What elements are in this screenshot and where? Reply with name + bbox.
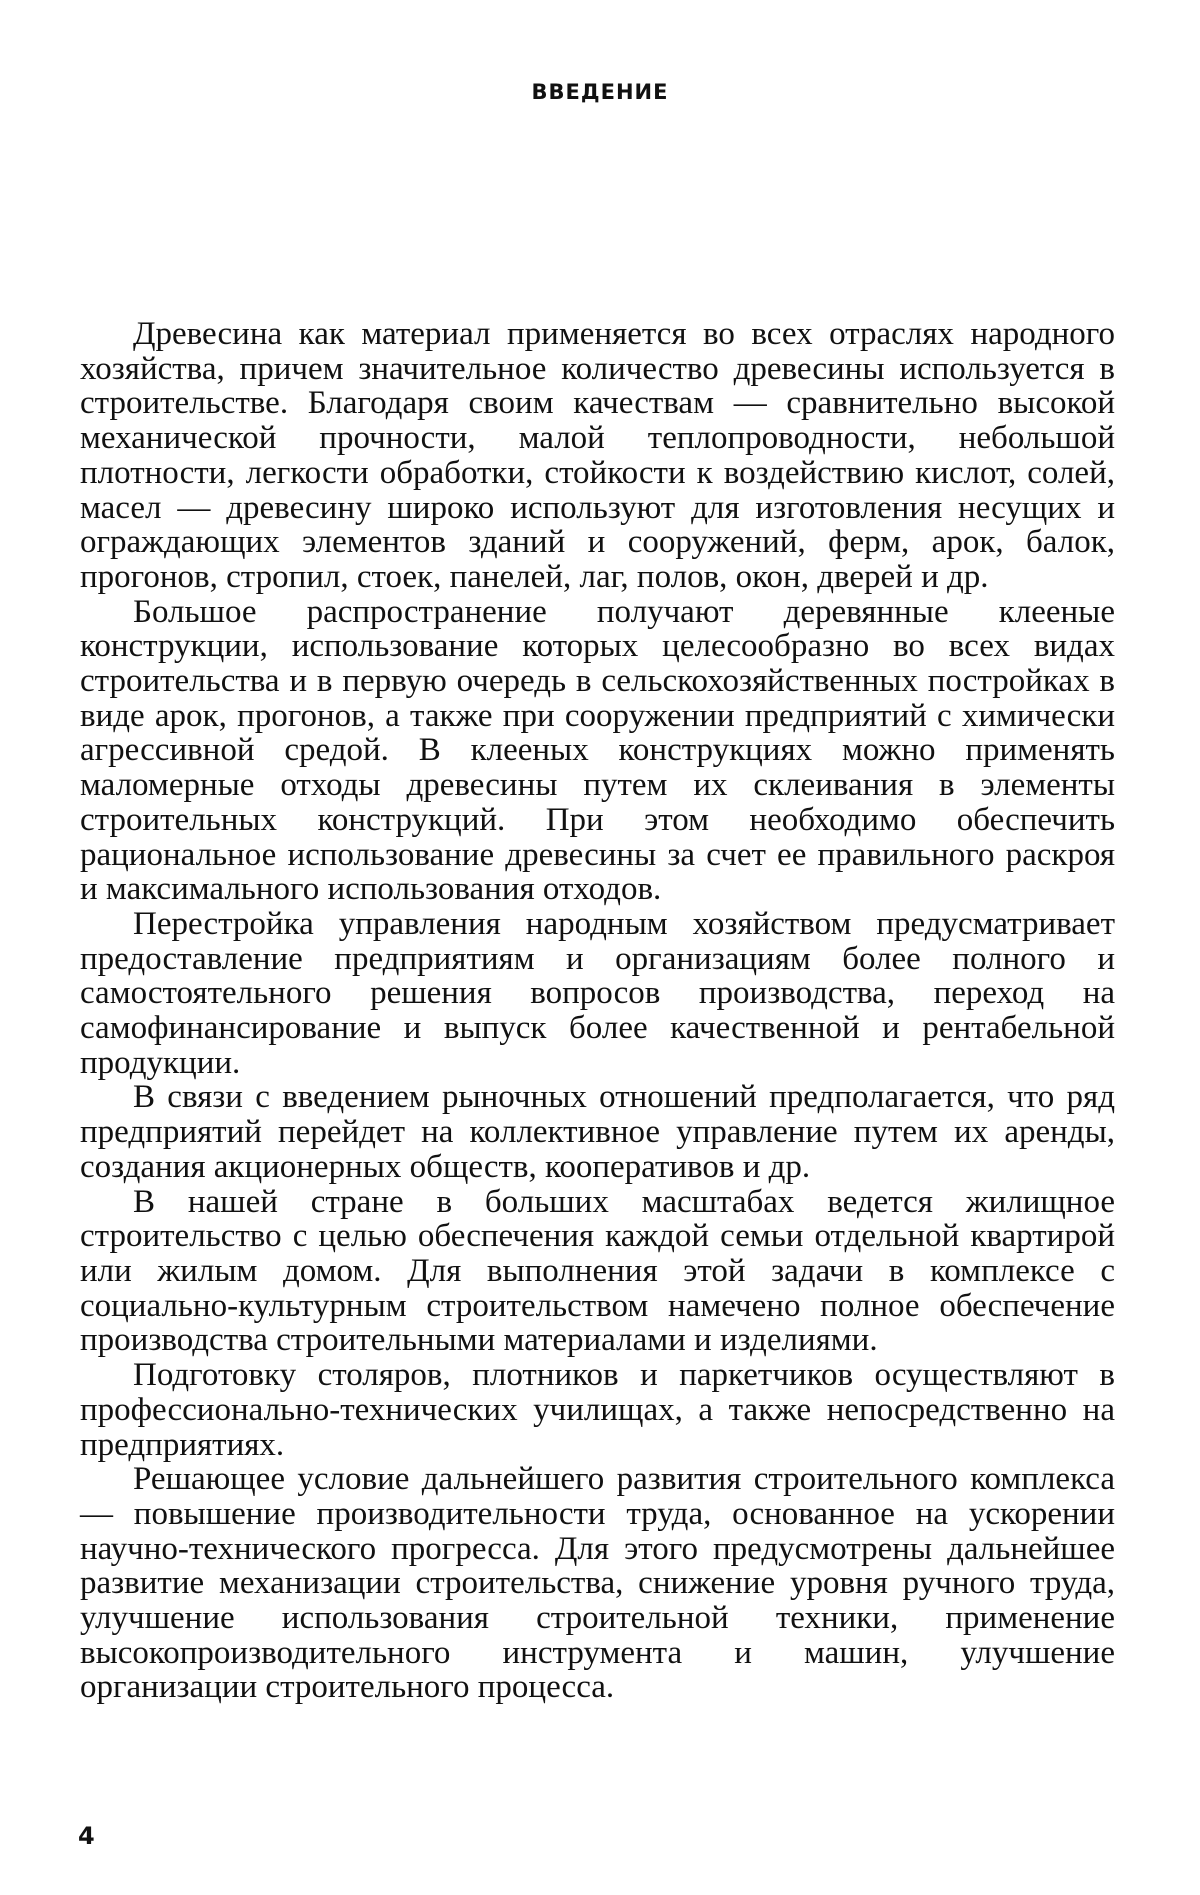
paragraph-1: Древесина как материал применяется во всех отраслях народного хозяйства, причем значительное количество древесины используется в строительстве. Благодаря своим качествам — сравнительно высокой механической прочности, малой теплопроводности, небольшой плотности, легкости обработки, стойкости к воздействию кислот, солей, масел — древесину широко используют для изготовления несущих и ограждающих элементов зданий и сооружений, ферм, арок, балок, прогонов, стропил, стоек, панелей, лаг, полов, окон, дверей и др. — [80, 316, 1115, 595]
paragraph-6: Подготовку столяров, плотников и паркетчиков осуществляют в профессионально-технических училищах, а также непосредственно на предприятиях. — [80, 1357, 1115, 1463]
paragraph-2: Большое распространение получают деревянные клееные конструкции, использование которых целесообразно во всех видах строительства и в первую очередь в сельскохозяйственных постройках в виде арок, прогонов, а также при сооружении предприятий с химически агрессивной средой. В клееных конструкциях можно применять маломерные отходы древесины путем их склеивания в элементы строительных конструкций. При этом необходимо обеспечить рациональное использование древесины за счет ее правильного раскроя и максимального использования отходов. — [80, 593, 1115, 908]
chapter-heading: ВВЕДЕНИЕ — [531, 80, 669, 104]
body-text — [80, 317, 1115, 1705]
page-number: 4 — [78, 1822, 95, 1850]
paragraph-4: В связи с введением рыночных отношений предполагается, что ряд предприятий перейдет на коллективное управление путем их аренды, создания акционерных обществ, кооперативов и др. — [80, 1079, 1115, 1185]
paragraph-7: Решающее условие дальнейшего развития строительного комплекса — повышение производительности труда, основанное на ускорении научно-технического прогресса. Для этого предусмотрены дальнейшее развитие механизации строительства, снижение уровня ручного труда, улучшение использования строительной техники, применение высокопроизводительного инструмента и машин, улучшение организации строительного процесса. — [80, 1461, 1115, 1706]
paragraph-5: В нашей стране в больших масштабах ведется жилищное строительство с целью обеспечения каждой семьи отдельной квартирой или жилым домом. Для выполнения этой задачи в комплексе с социально-культурным строительством намечено полное обеспечение производства строительными материалами и изделиями. — [80, 1183, 1115, 1359]
paragraph-3: Перестройка управления народным хозяйством предусматривает предоставление предприятиям и организациям более полного и самостоятельного решения вопросов производства, переход на самофинансирование и выпуск более качественной и рентабельной продукции. — [80, 905, 1115, 1081]
